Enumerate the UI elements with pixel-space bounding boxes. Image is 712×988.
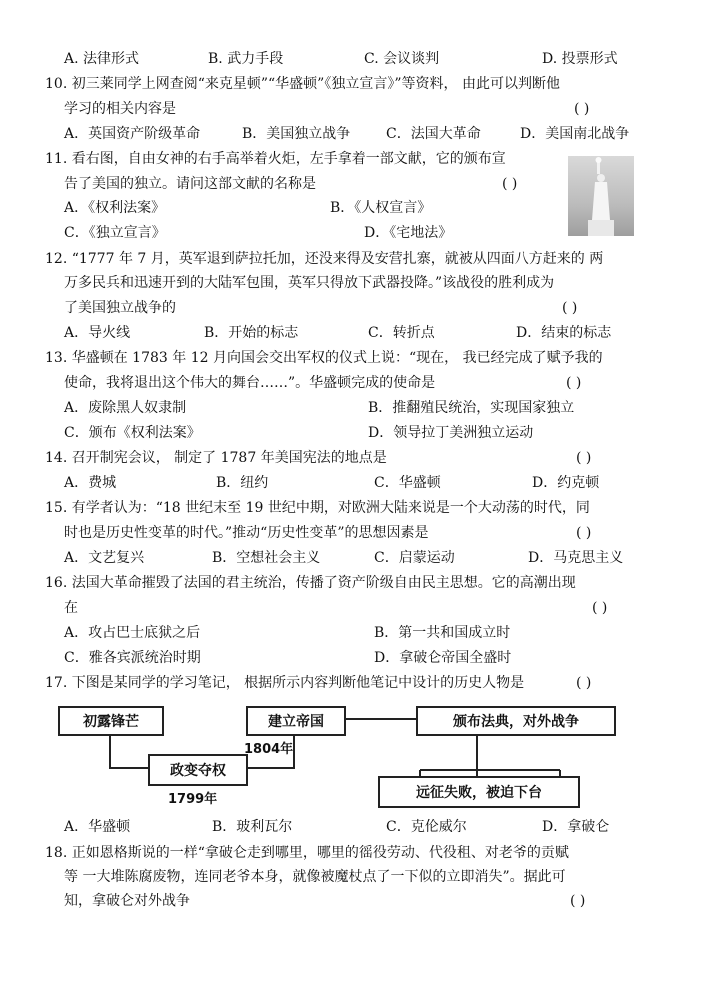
q17-stem-line1: 17. 下图是某同学的学习笔记， 根据所示内容判断他笔记中设计的历史人物是 bbox=[45, 675, 525, 691]
q15-option-b: B．空想社会主义 bbox=[212, 550, 321, 566]
q16-stem-line2: 在 bbox=[64, 600, 78, 616]
q12-option-b: B．开始的标志 bbox=[204, 325, 299, 341]
q12-stem-line1: 12. “1777 年 7 月，英军退到萨拉托加，还没来得及安营扎寨，就被从四面八方赶来的 两 bbox=[45, 251, 604, 267]
q18-answer-bracket[interactable]: ( ) bbox=[570, 893, 586, 909]
q15-option-c: C．启蒙运动 bbox=[374, 550, 455, 566]
q15-stem-line1: 15. 有学者认为：“18 世纪末至 19 世纪中期，对欧洲大陆来说是一个大动荡的时代，同 bbox=[45, 500, 590, 516]
q12-answer-bracket[interactable]: ( ) bbox=[562, 300, 578, 316]
q14-option-a: A．费城 bbox=[64, 475, 117, 491]
q10-option-b: B．美国独立战争 bbox=[242, 126, 351, 142]
q17-option-d: D．拿破仑 bbox=[542, 819, 610, 835]
flow-box-defeat: 远征失败，被迫下台 bbox=[378, 776, 580, 808]
flow-box-coup: 政变夺权 bbox=[148, 754, 248, 786]
q9-option-d: D. 投票形式 bbox=[542, 51, 618, 67]
q13-option-d: D．领导拉丁美洲独立运动 bbox=[368, 425, 534, 441]
q10-option-d: D．美国南北战争 bbox=[520, 126, 630, 142]
q14-option-d: D．约克顿 bbox=[532, 475, 600, 491]
q11-stem-line2: 告了美国的独立。请问这部文献的名称是 bbox=[64, 176, 316, 192]
q17-option-b: B．玻利瓦尔 bbox=[212, 819, 293, 835]
q11-option-c: C．《独立宣言》 bbox=[64, 225, 166, 241]
q14-option-c: C．华盛顿 bbox=[374, 475, 441, 491]
flow-year-1799: 1799年 bbox=[168, 792, 218, 807]
q10-stem-line2: 学习的相关内容是 bbox=[64, 101, 176, 117]
q17-options bbox=[0, 818, 712, 838]
q12-option-c: C．转折点 bbox=[368, 325, 435, 341]
q10-answer-bracket[interactable]: ( ) bbox=[574, 101, 590, 117]
q12-stem-line2: 万多民兵和迅速开到的大陆军包围，英军只得放下武器投降。”该战役的胜利成为 bbox=[64, 275, 555, 291]
q10-stem-line1: 10. 初三莱同学上网查阅“来克星顿”“华盛顿”《独立宣言》”等资料， 由此可以判断他 bbox=[45, 76, 560, 92]
q13-option-a: A．废除黑人奴隶制 bbox=[64, 400, 187, 416]
q9-option-b: B. 武力手段 bbox=[208, 51, 284, 67]
flow-box-empire: 建立帝国 bbox=[246, 706, 346, 736]
flow-year-1804: 1804年 bbox=[244, 742, 294, 757]
q10-option-c: C．法国大革命 bbox=[386, 126, 481, 142]
q12-stem-line3: 了美国独立战争的 bbox=[64, 300, 176, 316]
flow-box-first-emergence: 初露锋芒 bbox=[58, 706, 164, 736]
q9-option-c: C. 会议谈判 bbox=[364, 51, 440, 67]
q12-option-a: A．导火线 bbox=[64, 325, 131, 341]
q13-answer-bracket[interactable]: ( ) bbox=[566, 375, 582, 391]
q17-option-c: C．克伦威尔 bbox=[386, 819, 467, 835]
q11-option-d: D．《宅地法》 bbox=[364, 225, 453, 241]
q11-answer-bracket[interactable]: ( ) bbox=[502, 176, 518, 192]
q13-stem-line2: 使命，我将退出这个伟大的舞台……”。华盛顿完成的使命是 bbox=[64, 375, 436, 391]
q14-answer-bracket[interactable]: ( ) bbox=[576, 450, 592, 466]
q11-option-a: A．《权利法案》 bbox=[64, 200, 166, 216]
q16-option-d: D．拿破仑帝国全盛时 bbox=[374, 650, 512, 666]
q12-option-d: D．结束的标志 bbox=[516, 325, 612, 341]
flow-box-code-and-war: 颁布法典，对外战争 bbox=[416, 706, 616, 736]
q15-option-a: A．文艺复兴 bbox=[64, 550, 145, 566]
q18-stem-line3: 知，拿破仑对外战争 bbox=[64, 893, 190, 909]
q16-answer-bracket[interactable]: ( ) bbox=[592, 600, 608, 616]
q16-option-b: B．第一共和国成立时 bbox=[374, 625, 511, 641]
q14-option-b: B．纽约 bbox=[216, 475, 269, 491]
q13-option-c: C．颁布《权利法案》 bbox=[64, 425, 201, 441]
q18-stem-line2: 等 一大堆陈腐废物，连同老爷本身，就像被魔杖点了一下似的立即消失”。据此可 bbox=[64, 869, 566, 885]
q16-option-a: A．攻占巴士底狱之后 bbox=[64, 625, 201, 641]
q16-option-c: C．雅各宾派统治时期 bbox=[64, 650, 201, 666]
q15-option-d: D．马克思主义 bbox=[528, 550, 624, 566]
q16-stem-line1: 16. 法国大革命摧毁了法国的君主统治，传播了资产阶级自由民主思想。它的高潮出现 bbox=[45, 575, 576, 591]
q17-answer-bracket[interactable]: ( ) bbox=[576, 675, 592, 691]
q13-stem-line1: 13. 华盛顿在 1783 年 12 月向国会交出军权的仪式上说：“现在， 我已经完成了赋予我的 bbox=[45, 350, 603, 366]
q9-option-a: A. 法律形式 bbox=[64, 51, 140, 67]
q10-option-a: A．英国资产阶级革命 bbox=[64, 126, 201, 142]
q14-stem-line1: 14. 召开制宪会议， 制定了 1787 年美国宪法的地点是 bbox=[45, 450, 387, 466]
q18-stem-line1: 18. 正如恩格斯说的一样“拿破仑走到哪里，哪里的徭役劳动、代役租、对老爷的贡赋 bbox=[45, 845, 569, 861]
q15-stem-line2: 时也是历史性变革的时代。”推动“历史性变革”的思想因素是 bbox=[64, 525, 429, 541]
q11-stem-line1: 11. 看右图，自由女神的右手高举着火炬，左手拿着一部文献，它的颁布宣 bbox=[45, 151, 506, 167]
q17-option-a: A．华盛顿 bbox=[64, 819, 131, 835]
q15-answer-bracket[interactable]: ( ) bbox=[576, 525, 592, 541]
q13-option-b: B．推翻殖民统治，实现国家独立 bbox=[368, 400, 575, 416]
q11-option-b: B．《人权宣言》 bbox=[330, 200, 432, 216]
